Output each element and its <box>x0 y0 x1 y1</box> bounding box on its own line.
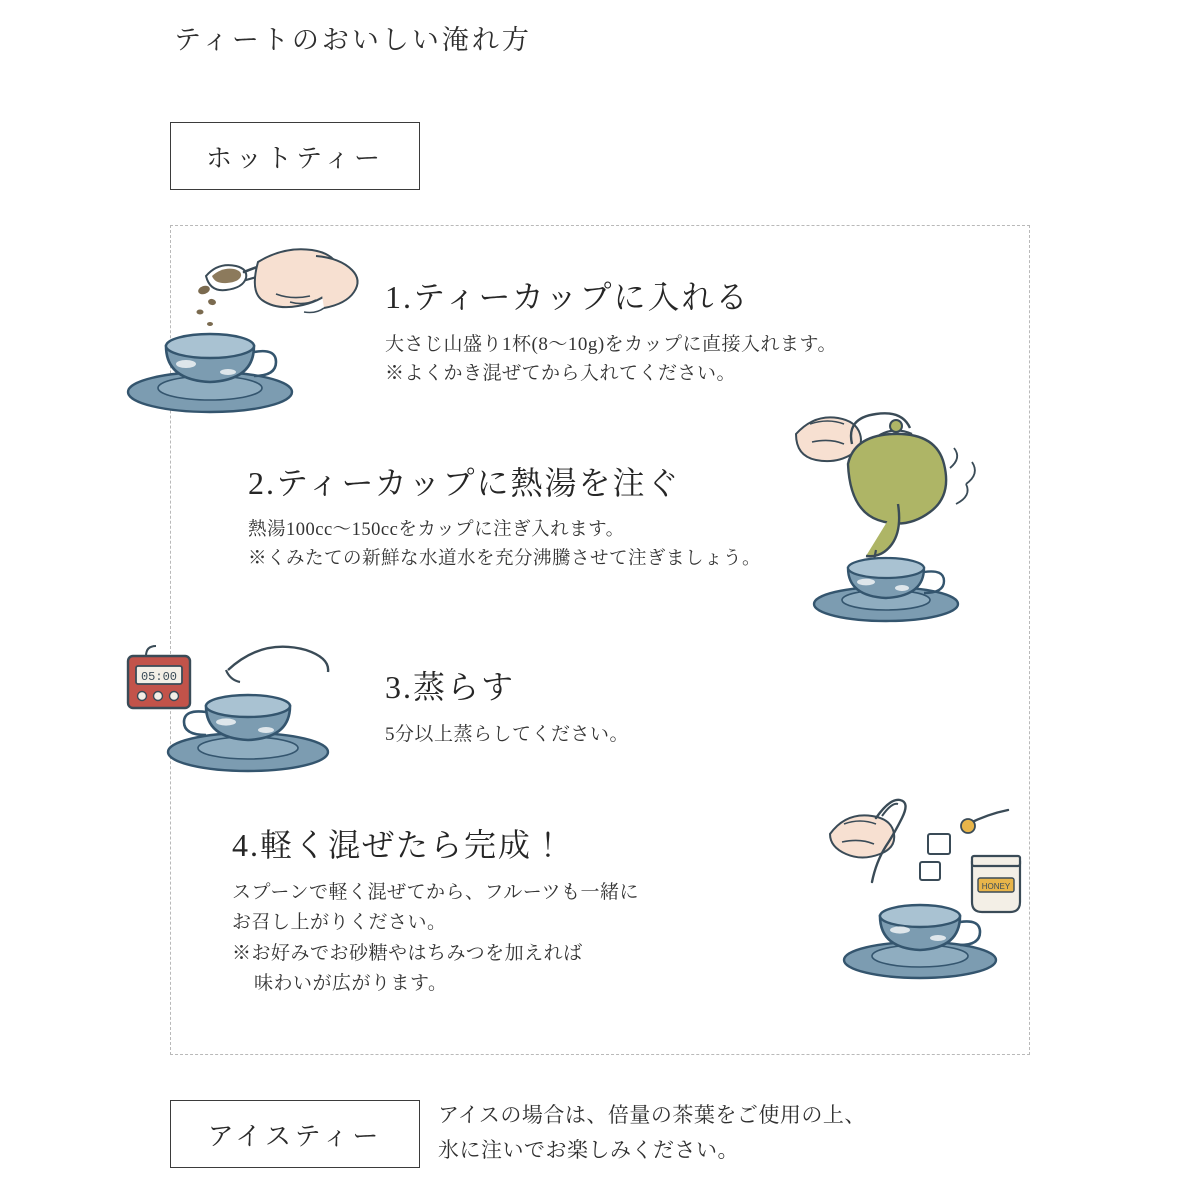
step-2-body <box>248 516 761 573</box>
step-4-body-line-3: ※お好みでお砂糖やはちみつを加えれば <box>232 942 583 964</box>
honey-jar-label-text: HONEY <box>981 882 1011 891</box>
step-3-body <box>385 720 629 749</box>
step-1 <box>385 272 837 389</box>
step-2-heading: 2.ティーカップに熱湯を注ぐ <box>248 465 681 501</box>
step-2 <box>248 458 761 573</box>
illustration-hand-spoon-sugar-cubes-honey-jar <box>820 790 1060 990</box>
step-1-body-line-1: 大さじ山盛り1杯(8〜10g)をカップに直接入れます。 <box>385 334 837 355</box>
step-1-body-line-2: ※よくかき混ぜてから入れてください。 <box>385 363 737 385</box>
section-label-iced-tea-text: アイスティー <box>207 1121 383 1151</box>
step-2-body-line-2: ※くみたての新鮮な水道水を充分沸騰させて注ぎましょう。 <box>248 548 762 569</box>
timer-display-text: 05:00 <box>140 670 178 684</box>
page-title: ティートのおいしい淹れ方 <box>174 25 532 55</box>
section-label-hot-tea-text: ホットティー <box>206 143 384 173</box>
step-2-body-line-1: 熱湯100cc〜150ccをカップに注ぎ入れます。 <box>248 520 625 540</box>
step-4-body <box>232 878 639 1000</box>
section-label-hot-tea <box>170 122 420 190</box>
illustration-hand-kettle-pouring-hot-water <box>790 400 1030 625</box>
step-4-heading: 4.軽く混ぜたら完成！ <box>232 827 567 863</box>
step-3-body-line-1: 5分以上蒸らしてください。 <box>385 724 630 745</box>
illustration-hand-spoon-pouring-tea-into-cup <box>108 232 378 417</box>
iced-tea-note-line-1: アイスの場合は、倍量の茶葉をご使用の上、 <box>438 1103 866 1127</box>
section-label-iced-tea <box>170 1100 420 1168</box>
step-1-body <box>385 330 837 389</box>
step-4-body-line-2: お召し上がりください。 <box>232 912 447 934</box>
step-3 <box>385 662 629 749</box>
step-4 <box>232 820 639 1000</box>
step-1-heading: 1.ティーカップに入れる <box>385 279 750 315</box>
step-3-heading: 3.蒸らす <box>385 669 516 705</box>
illustration-timer-and-covered-cup <box>120 618 385 778</box>
step-4-body-line-4: 味わいが広がります。 <box>254 973 448 995</box>
step-4-body-line-1: スプーンで軽く混ぜてから、フルーツも一緒に <box>232 882 640 903</box>
iced-tea-note <box>438 1098 866 1167</box>
iced-tea-note-line-2: 氷に注いでお楽しみください。 <box>438 1137 739 1162</box>
